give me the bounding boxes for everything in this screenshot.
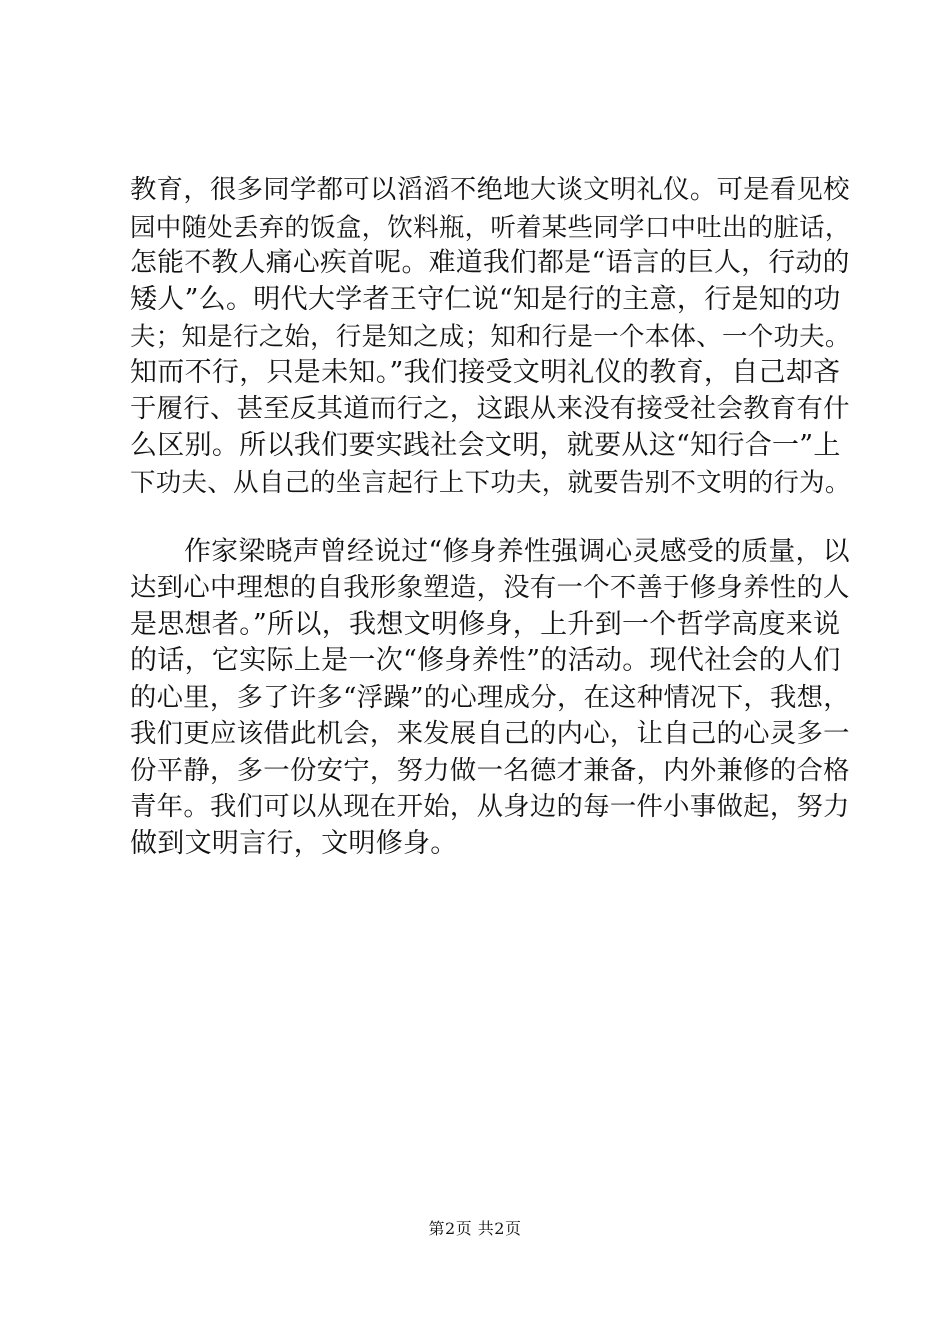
text-line: 达到心中理想的自我形象塑造，没有一个不善于修身养性的人: [130, 573, 850, 603]
text-line: 作家梁晓声曾经说过“修身养性强调心灵感受的质量，以: [184, 535, 850, 567]
document-body: [130, 172, 850, 862]
text-line: 么区别。所以我们要实践社会文明，就要从这“知行合一”上: [130, 429, 841, 461]
text-line: 园中随处丢弃的饭盒，饮料瓶，听着某些同学口中吐出的脏话，: [130, 211, 851, 242]
text-line: 下功夫、从自己的坐言起行上下功夫，就要告别不文明的行为。: [130, 467, 851, 497]
text-line: 的话，它实际上是一次“修身养性”的活动。现代社会的人们: [130, 645, 841, 676]
text-line: 是思想者。”所以，我想文明修身，上升到一个哲学高度来说: [130, 608, 841, 640]
text-line: 怎能不教人痛心疾首呢。难道我们都是“语言的巨人，行动的: [130, 247, 850, 278]
text-line: 我们更应该借此机会，来发展自己的内心，让自己的心灵多一: [130, 719, 850, 749]
paragraph-2: [130, 534, 850, 863]
text-line: 矮人”么。明代大学者王守仁说“知是行的主意，行是知的功: [130, 283, 841, 315]
text-line: 于履行、甚至反其道而行之，这跟从来没有接受社会教育有什: [130, 394, 850, 424]
text-line: 知而不行，只是未知。”我们接受文明礼仪的教育，自己却吝: [130, 356, 841, 388]
paragraph-1: [130, 172, 850, 501]
text-line: 的心里，多了许多“浮躁”的心理成分，在这种情况下，我想，: [130, 682, 850, 713]
text-line: 做到文明言行，文明修身。: [130, 827, 458, 859]
page-number-footer: 第2页 共2页: [428, 1219, 522, 1238]
text-line: 青年。我们可以从现在开始，从身边的每一件小事做起，努力: [130, 792, 850, 822]
text-line: 份平静，多一份安宁，努力做一名德才兼备，内外兼修的合格: [130, 755, 850, 786]
text-line: 教育，很多同学都可以滔滔不绝地大谈文明礼仪。可是看见校: [130, 175, 850, 205]
text-line: 夫；知是行之始，行是知之成；知和行是一个本体、一个功夫。: [130, 321, 851, 351]
